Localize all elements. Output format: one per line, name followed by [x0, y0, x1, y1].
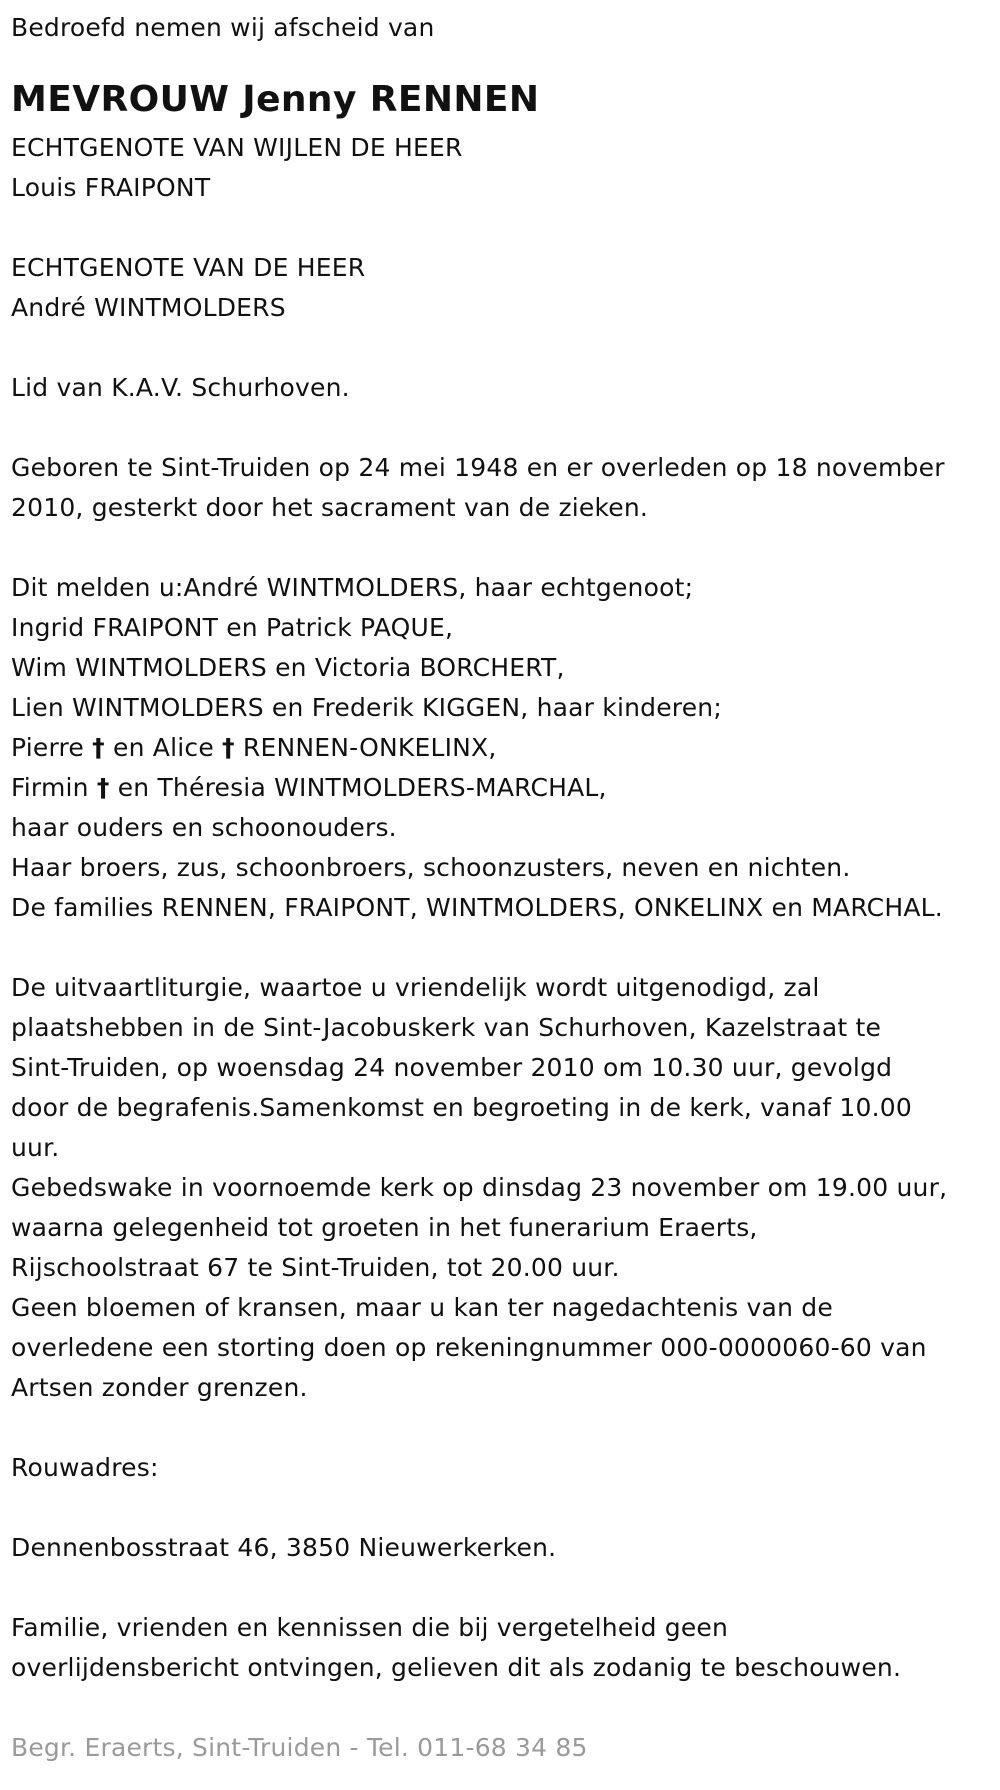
- birth-line1: Geboren te Sint-Truiden op 24 mei 1948 en er overleden op 18 november: [11, 453, 945, 482]
- family-line6-part-a: Firmin: [11, 773, 97, 802]
- family-line5-part-a: Pierre: [11, 733, 93, 762]
- spacer: [11, 1568, 989, 1608]
- cross-icon: †: [92, 733, 105, 762]
- address-text: Dennenbosstraat 46, 3850 Nieuwerkerken.: [11, 1533, 557, 1562]
- family-line1: Dit melden u:André WINTMOLDERS, haar echtgenoot;: [11, 573, 694, 602]
- spouse1-line2: Louis FRAIPONT: [11, 173, 211, 202]
- ceremony-line6: Gebedswake in voornoemde kerk op dinsdag 23 november om 19.00 uur,: [11, 1173, 948, 1202]
- family-line7: haar ouders en schoonouders.: [11, 813, 397, 842]
- ceremony-line2: plaatshebben in de Sint-Jacobuskerk van Schurhoven, Kazelstraat te: [11, 1013, 882, 1042]
- membership-text: Lid van K.A.V. Schurhoven.: [11, 373, 350, 402]
- cross-icon: †: [222, 733, 235, 762]
- ceremony-line11: Artsen zonder grenzen.: [11, 1373, 308, 1402]
- spacer: [11, 528, 989, 568]
- family-line2: Ingrid FRAIPONT en Patrick PAQUE,: [11, 613, 454, 642]
- ceremony-line3: Sint-Truiden, op woensdag 24 november 2010 om 10.30 uur, gevolgd: [11, 1053, 893, 1082]
- family-line5-part-c: RENNEN-ONKELINX,: [234, 733, 497, 762]
- spouse2-line2: André WINTMOLDERS: [11, 293, 286, 322]
- birth-line2: 2010, gesterkt door het sacrament van de zieken.: [11, 493, 649, 522]
- ceremony-line8: Rijschoolstraat 67 te Sint-Truiden, tot 20.00 uur.: [11, 1253, 620, 1282]
- family-line3: Wim WINTMOLDERS en Victoria BORCHERT,: [11, 653, 565, 682]
- notice-line1: Familie, vrienden en kennissen die bij vergetelheid geen: [11, 1613, 729, 1642]
- family-line5: [11, 728, 989, 768]
- cross-icon: †: [96, 773, 110, 802]
- spacer: [11, 1688, 989, 1728]
- spacer: [11, 1488, 989, 1528]
- spacer: [11, 208, 989, 248]
- spacer: [11, 928, 989, 968]
- ceremony-line4: door de begrafenis.Samenkomst en begroeting in de kerk, vanaf 10.00: [11, 1093, 912, 1122]
- ceremony-line10: overledene een storting doen op rekeningnummer 000-0000060-60 van: [11, 1333, 927, 1362]
- family-line4: Lien WINTMOLDERS en Frederik KIGGEN, haar kinderen;: [11, 693, 722, 722]
- deceased-name-title: MEVROUW Jenny RENNEN: [11, 79, 540, 120]
- notice-line2: overlijdensbericht ontvingen, gelieven dit als zodanig te beschouwen.: [11, 1653, 902, 1682]
- spouse1-line1: ECHTGENOTE VAN WIJLEN DE HEER: [11, 133, 463, 162]
- ceremony-line7: waarna gelegenheid tot groeten in het funerarium Eraerts,: [11, 1213, 758, 1242]
- intro-text: Bedroefd nemen wij afscheid van: [11, 13, 435, 42]
- family-line6-part-b: en Théresia WINTMOLDERS-MARCHAL,: [109, 773, 607, 802]
- spacer: [11, 328, 989, 368]
- spacer: [11, 408, 989, 448]
- funeral-home-footer: Begr. Eraerts, Sint-Truiden - Tel. 011-68 34 85: [11, 1733, 588, 1762]
- family-line5-part-b: en Alice: [104, 733, 223, 762]
- family-line6: [11, 768, 989, 808]
- spacer: [11, 1408, 989, 1448]
- family-line8: Haar broers, zus, schoonbroers, schoonzusters, neven en nichten.: [11, 853, 851, 882]
- ceremony-line9: Geen bloemen of kransen, maar u kan ter nagedachtenis van de: [11, 1293, 833, 1322]
- address-label: Rouwadres:: [11, 1453, 159, 1482]
- ceremony-line5: uur.: [11, 1133, 60, 1162]
- spouse2-line1: ECHTGENOTE VAN DE HEER: [11, 253, 366, 282]
- ceremony-line1: De uitvaartliturgie, waartoe u vriendelijk wordt uitgenodigd, zal: [11, 973, 820, 1002]
- family-line9: De families RENNEN, FRAIPONT, WINTMOLDERS, ONKELINX en MARCHAL.: [11, 893, 943, 922]
